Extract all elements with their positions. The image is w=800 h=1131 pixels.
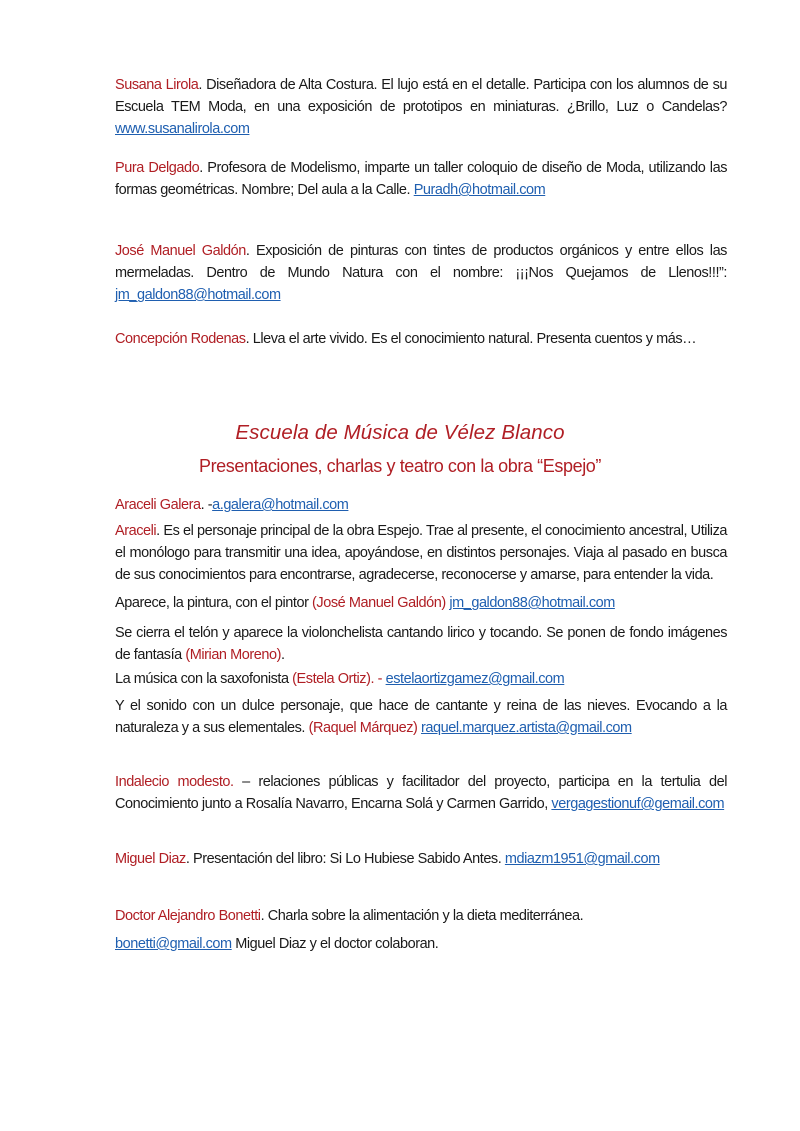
entry-text: . Diseñadora de Alta Costura. El lujo está en el detalle. Participa con los alumnos de su Escuela TEM Moda, en una exposición de prototipos en miniaturas. ¿Brillo, Luz o Candelas? [115,77,727,115]
person-name: Doctor Alejandro Bonetti [115,908,261,924]
entry-text: . Profesora de Modelismo, imparte un taller coloquio de diseño de Moda, utilizando las formas geométricas. Nombre; Del aula a la Calle. [115,160,727,198]
entry-sonido [115,695,727,739]
email-link[interactable]: bonetti@gmail.com [115,936,232,952]
entry-telon [115,622,727,666]
entry-miguel-diaz [115,848,727,870]
entry-text: . Charla sobre la alimentación y la dieta mediterránea. [260,908,584,924]
entry-text: . Es el personaje principal de la obra Espejo. Trae al presente, el conocimiento ancestral, Utiliza el monólogo para transmitir una idea, apoyándose, en distintos personajes. Viaja al pasado en busca de sus conocimientos para encontrarse, agradecerse, reconocerse y amarse, para entender la vida. [115,523,727,583]
website-link[interactable]: www.susanalirola.com [115,121,250,137]
email-link[interactable]: Puradh@hotmail.com [413,182,546,198]
entry-text: . Lleva el arte vivido. Es el conocimiento natural. Presenta cuentos y más… [245,331,697,347]
person-name: Indalecio modesto. [115,774,234,790]
person-name: Miguel Diaz [115,851,186,867]
entry-musica [115,668,727,690]
person-name: (José Manuel Galdón) [312,595,446,611]
person-name: José Manuel Galdón [115,243,246,259]
entry-pura-delgado [115,157,727,201]
email-link[interactable]: a.galera@hotmail.com [212,497,349,513]
entry-araceli-description [115,520,727,586]
email-link[interactable]: jm_galdon88@hotmail.com [115,287,281,303]
email-link[interactable]: estelaortizgamez@gmail.com [385,671,565,687]
person-name: Susana Lirola [115,77,199,93]
entry-concepcion-rodenas [115,328,727,350]
person-name: Concepción Rodenas [115,331,246,347]
person-name: Araceli Galera [115,497,201,513]
separator: . - [200,497,213,513]
entry-bonetti-contact [115,933,727,955]
person-name: Araceli [115,523,157,539]
entry-indalecio [115,771,727,815]
entry-pintura [115,592,727,614]
person-name: (Raquel Márquez) [308,720,418,736]
entry-text: Aparece, la pintura, con el pintor [115,595,313,611]
person-name: (Mirian Moreno) [185,647,281,663]
email-link[interactable]: vergagestionuf@gemail.com [551,796,725,812]
entry-bonetti [115,905,727,927]
email-link[interactable]: jm_galdon88@hotmail.com [449,595,615,611]
entry-text: Se cierra el telón y aparece la violonchelista cantando lirico y tocando. Se ponen de fondo imágenes de fantasía [115,625,727,663]
entry-jose-manuel-galdon [115,240,727,306]
separator: . - [370,671,386,687]
entry-text: . Exposición de pinturas con tintes de productos orgánicos y entre ellos las mermeladas. Dentro de Mundo Natura con el nombre: ¡¡¡Nos Quejamos de Llenos!!!”: [115,243,727,281]
entry-text: – relaciones públicas y facilitador del proyecto, participa en la tertulia del Conocimiento junto a Rosalía Navarro, Encarna Solá y Carmen Garrido, [115,774,727,812]
email-link[interactable]: raquel.marquez.artista@gmail.com [421,720,632,736]
entry-text: . Presentación del libro: Si Lo Hubiese Sabido Antes. [185,851,505,867]
entry-text: Miguel Diaz y el doctor colaboran. [231,936,439,952]
entry-araceli-contact [115,494,727,516]
email-link[interactable]: mdiazm1951@gmail.com [504,851,660,867]
entry-susana-lirola [115,74,727,140]
entry-end: . [280,647,285,663]
entry-text: Y el sonido con un dulce personaje, que hace de cantante y reina de las nieves. Evocando a la naturaleza y a sus elementales. [115,698,727,736]
entry-text: La música con la saxofonista [115,671,293,687]
person-name: (Estela Ortiz) [292,671,371,687]
section-subtitle: Presentaciones, charlas y teatro con la obra “Espejo” [198,456,602,476]
person-name: Pura Delgado [115,160,200,176]
section-title: Escuela de Música de Vélez Blanco [235,421,565,444]
